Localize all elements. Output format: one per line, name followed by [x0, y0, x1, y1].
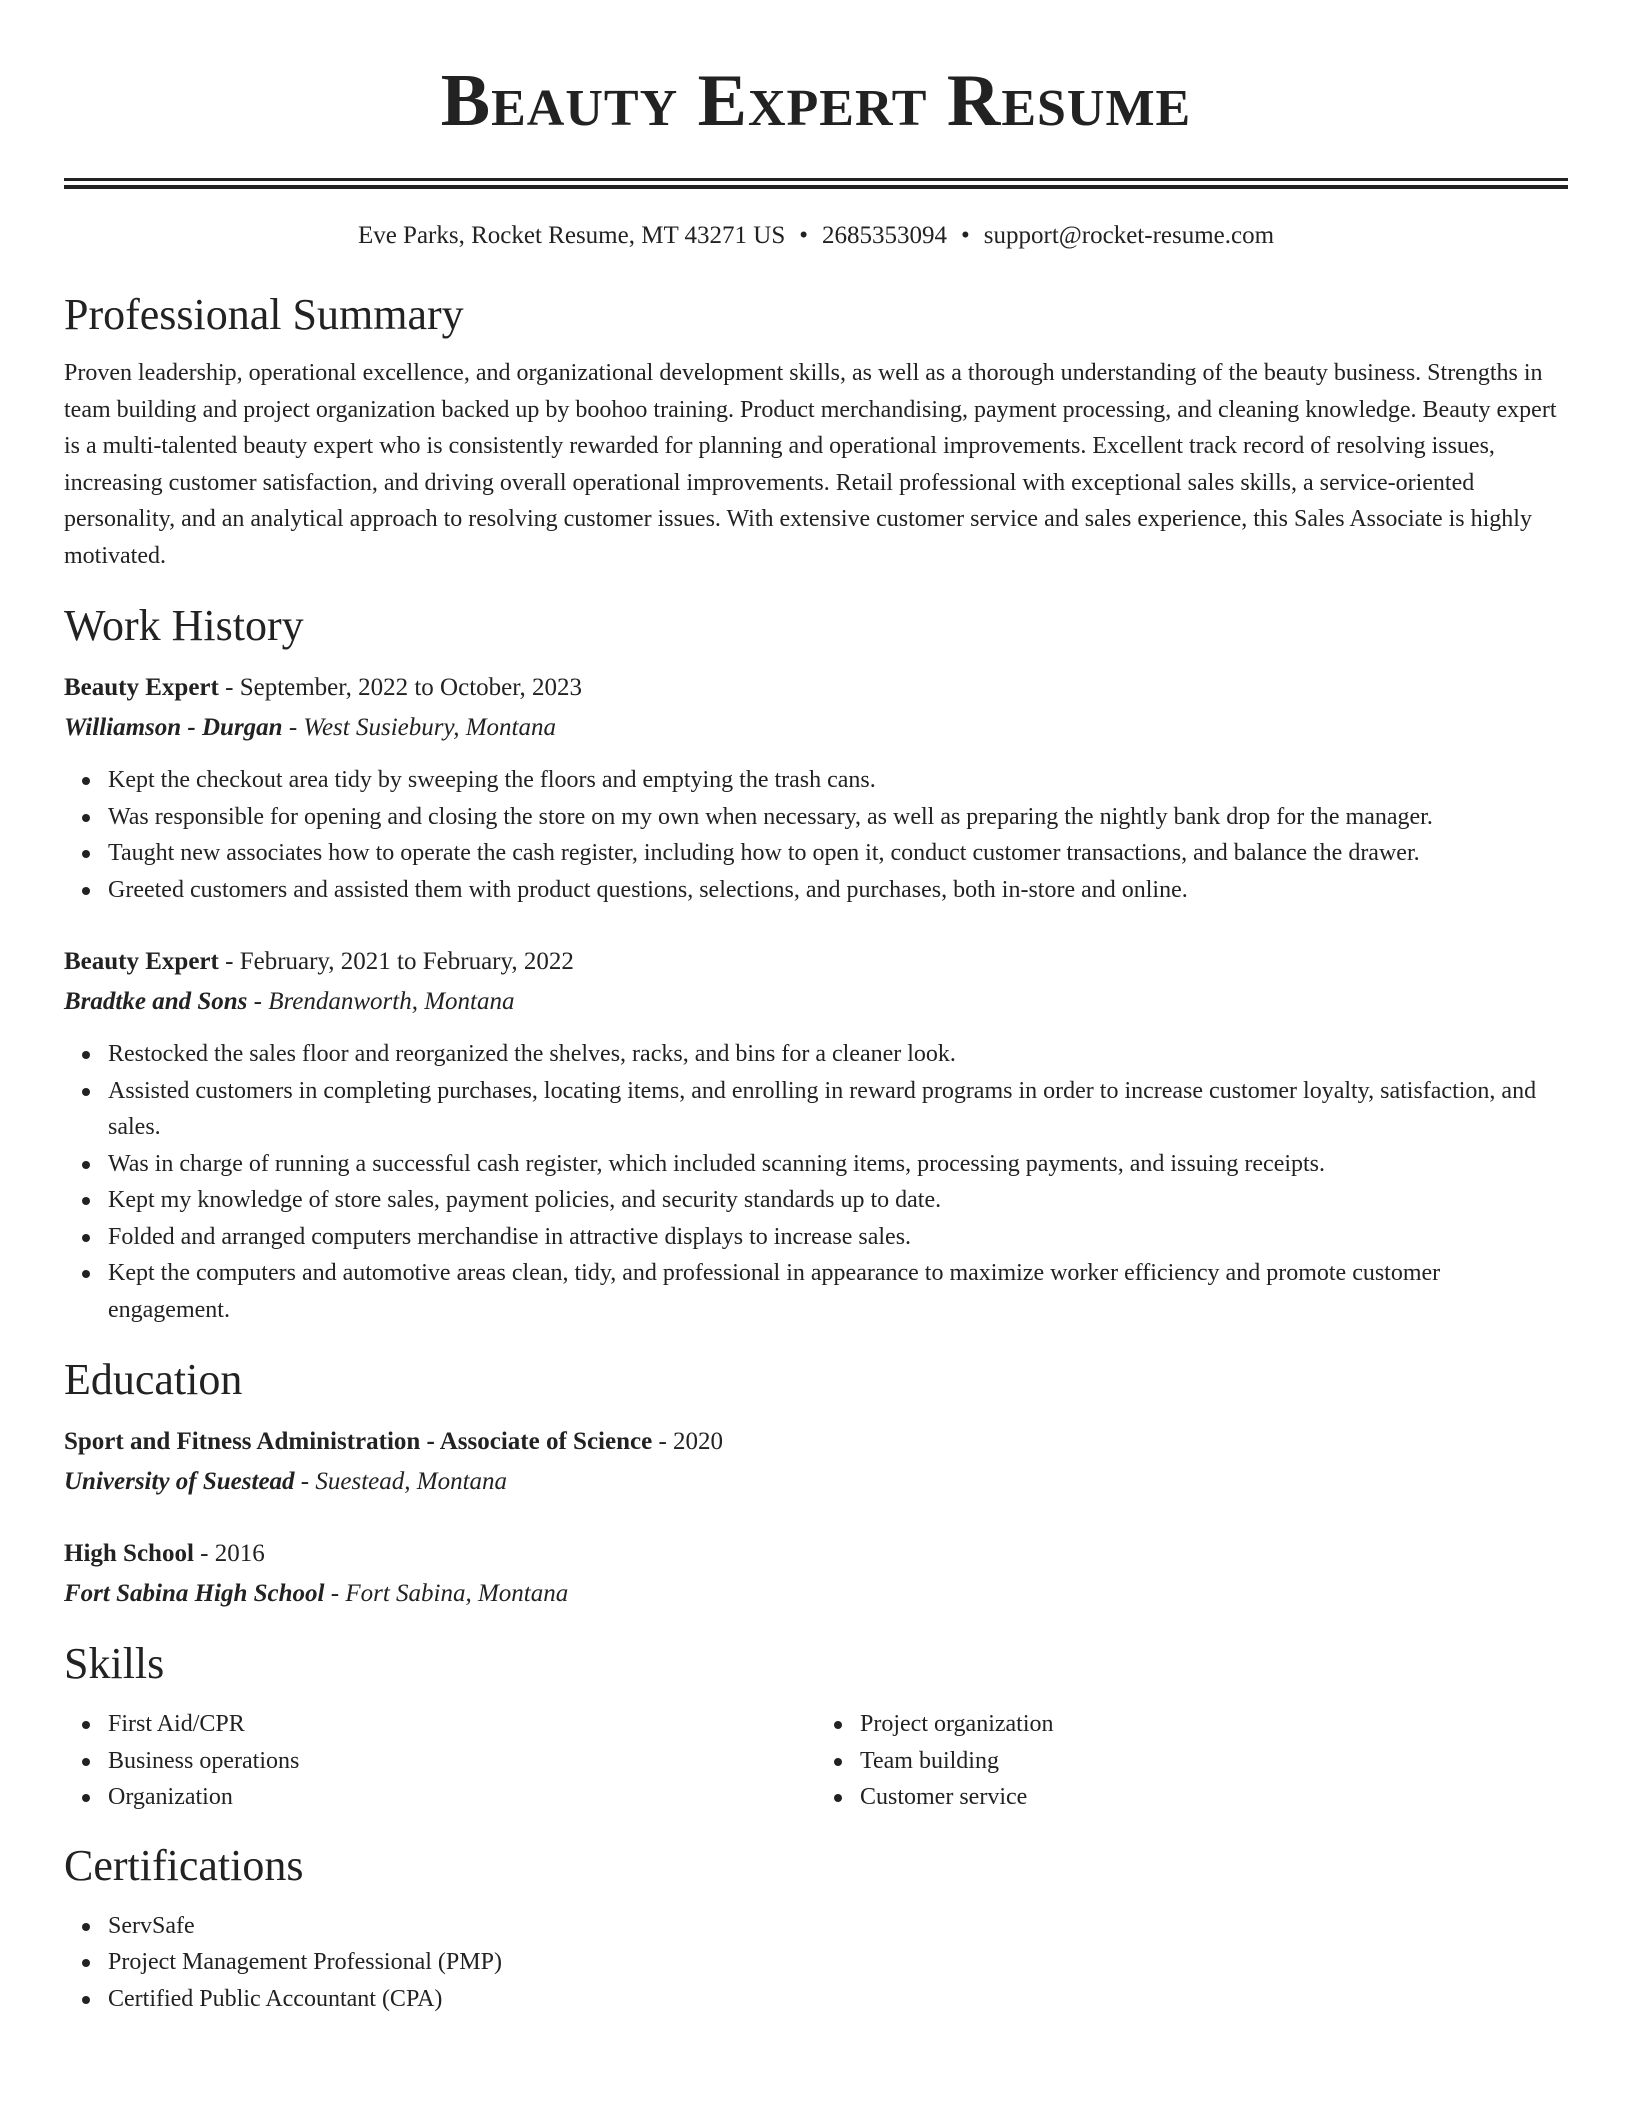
job-duties-list [64, 1036, 1568, 1328]
job-location: Brendanworth, Montana [268, 988, 515, 1015]
section-heading-summary: Professional Summary [64, 290, 464, 339]
dash: - [218, 948, 240, 975]
section-heading-education: Education [64, 1355, 243, 1404]
job-duties-list [64, 762, 1568, 908]
section-heading-skills: Skills [64, 1639, 165, 1688]
degree-line [64, 1534, 1568, 1574]
certification-item: Certified Public Accountant (CPA) [108, 1981, 1568, 2018]
contact-email: support@rocket-resume.com [983, 222, 1275, 249]
dash: - [282, 714, 304, 741]
job-duty: Folded and arranged computers merchandise in attractive displays to increase sales. [108, 1219, 1568, 1256]
job-dates: February, 2021 to February, 2022 [239, 948, 574, 975]
dash: - [218, 674, 240, 701]
skills-section [64, 1636, 1568, 1816]
school-name: University of Suestead [64, 1468, 295, 1495]
skills-list-right [816, 1706, 1568, 1816]
job-duty: Was in charge of running a successful cash register, which included scanning items, processing payments, and issuing receipts. [108, 1146, 1568, 1183]
job-duty: Kept my knowledge of store sales, payment policies, and security standards up to date. [108, 1182, 1568, 1219]
contact-line [64, 219, 1568, 253]
degree-line [64, 1422, 1568, 1462]
job-dates: September, 2022 to October, 2023 [239, 674, 583, 701]
certifications-section [64, 1838, 1568, 2018]
job-entry [64, 668, 1568, 908]
school-name: Fort Sabina High School [64, 1580, 325, 1607]
education-entry [64, 1422, 1568, 1502]
dash: - [652, 1428, 674, 1455]
section-heading-work: Work History [64, 601, 304, 650]
skills-list-left [64, 1706, 816, 1816]
title-divider [64, 178, 1568, 189]
graduation-year: 2020 [673, 1428, 724, 1455]
dash: - [324, 1580, 346, 1607]
dash: - [193, 1540, 215, 1567]
school-location: Fort Sabina, Montana [345, 1580, 569, 1607]
dash: - [247, 988, 269, 1015]
resume-title: Beauty Expert Resume [440, 60, 1192, 142]
job-duty: Kept the checkout area tidy by sweeping the floors and emptying the trash cans. [108, 762, 1568, 799]
professional-summary-section [64, 287, 1568, 574]
job-duty: Greeted customers and assisted them with product questions, selections, and purchases, both in-store and online. [108, 872, 1568, 909]
skill-item: Customer service [860, 1779, 1568, 1816]
skill-item: Team building [860, 1743, 1568, 1780]
certification-item: Project Management Professional (PMP) [108, 1944, 1568, 1981]
school-line [64, 1574, 1568, 1614]
job-duty: Was responsible for opening and closing the store on my own when necessary, as well as preparing the nightly bank drop for the manager. [108, 799, 1568, 836]
graduation-year: 2016 [214, 1540, 265, 1567]
school-line [64, 1462, 1568, 1502]
skill-item: First Aid/CPR [108, 1706, 816, 1743]
work-history-section [64, 598, 1568, 1328]
contact-separator: • [799, 222, 808, 249]
job-entry [64, 942, 1568, 1328]
school-location: Suestead, Montana [315, 1468, 508, 1495]
job-title: Beauty Expert [64, 948, 219, 975]
contact-address: Eve Parks, Rocket Resume, MT 43271 US [357, 222, 786, 249]
job-company: Williamson - Durgan [64, 714, 283, 741]
job-duty: Taught new associates how to operate the cash register, including how to open it, conduct customer transactions, and balance the drawer. [108, 835, 1568, 872]
certification-item: ServSafe [108, 1908, 1568, 1945]
job-title-line [64, 942, 1568, 982]
skill-item: Project organization [860, 1706, 1568, 1743]
education-section [64, 1352, 1568, 1614]
degree: High School [64, 1540, 194, 1567]
skill-item: Business operations [108, 1743, 816, 1780]
job-company: Bradtke and Sons [64, 988, 248, 1015]
dash: - [294, 1468, 316, 1495]
certifications-list [64, 1908, 1568, 2018]
job-duty: Kept the computers and automotive areas clean, tidy, and professional in appearance to maximize worker efficiency and promote customer engagement. [108, 1255, 1568, 1328]
contact-separator: • [961, 222, 970, 249]
skill-item: Organization [108, 1779, 816, 1816]
education-entry [64, 1534, 1568, 1614]
job-company-line [64, 982, 1568, 1022]
job-duty: Assisted customers in completing purchases, locating items, and enrolling in reward programs in order to increase customer loyalty, satisfaction, and sales. [108, 1073, 1568, 1146]
contact-phone: 2685353094 [822, 222, 947, 249]
job-duty: Restocked the sales floor and reorganized the shelves, racks, and bins for a cleaner look. [108, 1036, 1568, 1073]
summary-text: Proven leadership, operational excellence, and organizational development skills, as well as a thorough understanding of the beauty business. Strengths in team building and project organization backed up by boohoo training. Product merchandising, payment processing, and cleaning knowledge. Beauty expert is a multi-talented beauty expert who is consistently rewarded for planning and operational improvements. Excellent track record of resolving issues, increasing customer satisfaction, and driving overall operational improvements. Retail professional with exceptional sales skills, a service-oriented personality, and an analytical approach to resolving customer issues. With extensive customer service and sales experience, this Sales Associate is highly motivated. [64, 360, 1557, 569]
section-heading-certifications: Certifications [64, 1840, 304, 1890]
job-location: West Susiebury, Montana [303, 714, 556, 741]
job-title-line [64, 668, 1568, 708]
job-company-line [64, 708, 1568, 748]
job-title: Beauty Expert [64, 674, 219, 701]
skills-grid [64, 1706, 1568, 1816]
degree: Sport and Fitness Administration - Associate of Science [64, 1428, 653, 1455]
